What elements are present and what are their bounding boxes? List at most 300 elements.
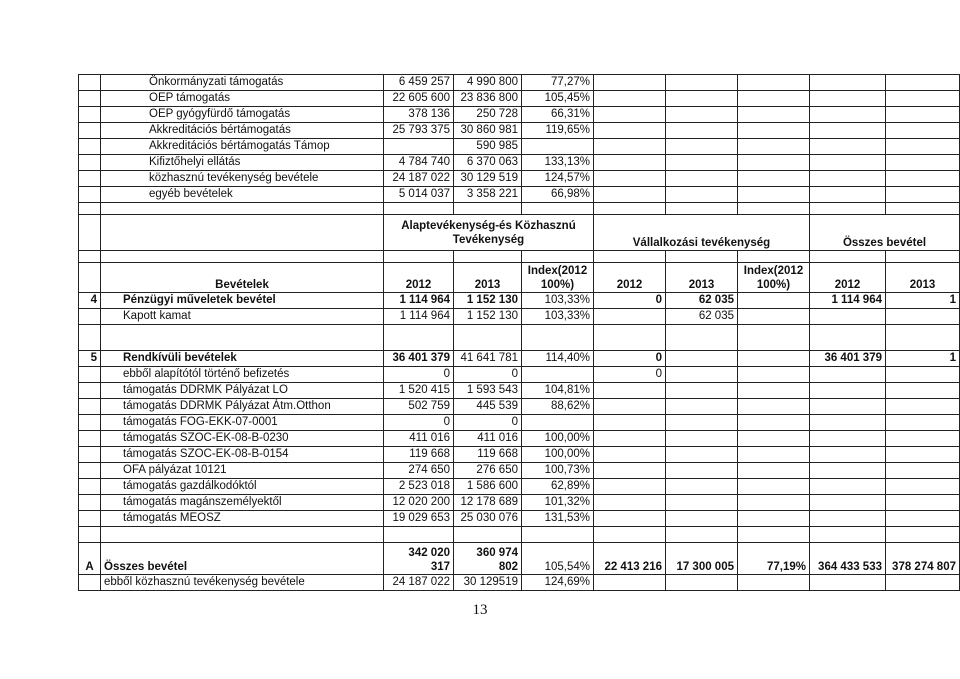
empty-cell [810,91,886,107]
index-value: 133,13% [522,155,594,171]
empty-cell [810,463,886,479]
empty-cell [810,187,886,203]
empty-cell [79,367,101,383]
page-number: 13 [472,602,488,618]
value-2013: 360 974 802 [454,543,522,575]
empty-cell [79,431,101,447]
table-row [79,139,960,155]
empty-cell [79,75,101,91]
table-row [79,495,960,511]
empty-cell [101,527,384,543]
empty-cell [738,75,810,91]
row-label: ebből alapítótól történő befizetés [101,367,384,383]
row-label: ebből közhasznú tevékenység bevétele [101,575,384,591]
row-label: támogatás MEOSZ [101,511,384,527]
value-2013: 119 668 [454,447,522,463]
table-row [79,75,960,91]
empty-cell [384,203,454,215]
value-2013: 0 [454,415,522,431]
empty-cell [738,383,810,399]
empty-cell [79,263,101,293]
empty-cell [79,107,101,123]
group-header-osszes: Összes bevétel [810,215,960,251]
table-row [79,91,960,107]
empty-cell [79,447,101,463]
value-2013: 1 152 130 [454,293,522,309]
table-row [79,309,960,325]
empty-cell [666,139,738,155]
value-2013: 411 016 [454,431,522,447]
empty-cell [666,511,738,527]
empty-cell [594,527,666,543]
value-2012 [594,447,666,463]
empty-cell [886,91,960,107]
value-2013: 17 300 005 [666,543,738,575]
value-2012: 24 187 022 [384,575,454,591]
empty-cell [594,75,666,91]
row-label: támogatás FOG-EKK-07-0001 [101,415,384,431]
empty-cell [79,187,101,203]
value-2013: 3 358 221 [454,187,522,203]
value-2012: 25 793 375 [384,123,454,139]
empty-cell [886,447,960,463]
row-label: támogatás DDRMK Pályázat LO [101,383,384,399]
empty-cell [594,91,666,107]
table-row [79,431,960,447]
empty-cell [79,171,101,187]
empty-cell [666,171,738,187]
empty-cell [666,479,738,495]
value-2013: 1 [886,351,960,367]
row-label: egyéb bevételek [101,187,384,203]
value-2013: 1 593 543 [454,383,522,399]
column-header-row [79,263,960,293]
row-label: OFA pályázat 10121 [101,463,384,479]
value-2012: 411 016 [384,431,454,447]
col-header-bevetelek: Bevételek [101,263,384,293]
value-2013: 25 030 076 [454,511,522,527]
empty-cell [101,251,384,263]
empty-cell [738,325,810,351]
empty-cell [886,75,960,91]
empty-cell [886,123,960,139]
col-header-2013: 2013 [886,263,960,293]
empty-cell [738,447,810,463]
empty-cell [886,399,960,415]
empty-cell [666,107,738,123]
table-row [79,171,960,187]
empty-cell [666,251,738,263]
empty-cell [79,511,101,527]
value-2013: 23 836 800 [454,91,522,107]
value-2012: 4 784 740 [384,155,454,171]
empty-cell [886,383,960,399]
empty-cell [666,91,738,107]
empty-cell [666,575,738,591]
empty-cell [810,447,886,463]
value-2013: 30 129 519 [454,171,522,187]
row-label: Pénzügyi műveletek bevétel [101,293,384,309]
empty-cell [886,527,960,543]
col-header-2012: 2012 [810,263,886,293]
empty-cell [79,203,101,215]
value-2013: 62 035 [666,293,738,309]
empty-cell [810,415,886,431]
col-header-2012: 2012 [384,263,454,293]
table-row [79,463,960,479]
index-value: 77,27% [522,75,594,91]
value-2012: 6 459 257 [384,75,454,91]
empty-cell [886,325,960,351]
row-label: közhasznú tevékenység bevétele [101,171,384,187]
table-row [79,107,960,123]
index-value [522,367,594,383]
row-label: támogatás SZOC-EK-08-B-0230 [101,431,384,447]
empty-cell [810,325,886,351]
empty-cell [886,171,960,187]
index-value: 100,00% [522,447,594,463]
revenue-table [78,74,960,591]
empty-cell [738,251,810,263]
empty-cell [886,415,960,431]
table-row [79,123,960,139]
value-2012 [594,415,666,431]
empty-cell [810,107,886,123]
empty-cell [886,495,960,511]
empty-cell [886,463,960,479]
empty-cell [666,383,738,399]
index-value: 119,65% [522,123,594,139]
empty-cell [810,203,886,215]
empty-cell [79,155,101,171]
value-2012: 36 401 379 [384,351,454,367]
total-row [79,543,960,575]
row-number: 5 [79,351,101,367]
empty-cell [886,187,960,203]
row-number: 4 [79,293,101,309]
index-value: 62,89% [522,479,594,495]
value-2012: 0 [384,367,454,383]
value-2013: 62 035 [666,309,738,325]
empty-cell [666,431,738,447]
empty-cell [79,399,101,415]
empty-cell [79,91,101,107]
empty-cell [738,139,810,155]
index-value: 131,53% [522,511,594,527]
empty-cell [594,325,666,351]
row-label: Összes bevétel [101,543,384,575]
index-value: 100,73% [522,463,594,479]
empty-cell [810,511,886,527]
empty-cell [594,155,666,171]
value-2012: 5 014 037 [384,187,454,203]
spacer-row [79,251,960,263]
empty-cell [886,367,960,383]
value-2012: 12 020 200 [384,495,454,511]
table-row [79,415,960,431]
row-label: Kapott kamat [101,309,384,325]
empty-cell [666,351,738,367]
table-row [79,351,960,367]
empty-cell [886,431,960,447]
value-2012 [594,383,666,399]
empty-cell [738,511,810,527]
empty-cell [810,75,886,91]
empty-cell [594,251,666,263]
empty-cell [886,479,960,495]
empty-cell [810,479,886,495]
empty-cell [454,527,522,543]
empty-cell [666,399,738,415]
empty-cell [810,575,886,591]
table-row [79,511,960,527]
value-2013: 41 641 781 [454,351,522,367]
value-2013: 1 [886,293,960,309]
row-label: Akkreditációs bértámogatás Támop [101,139,384,155]
value-2012 [594,479,666,495]
empty-cell [79,495,101,511]
empty-cell [666,415,738,431]
empty-cell [454,203,522,215]
col-header-2013: 2013 [454,263,522,293]
empty-cell [594,171,666,187]
value-2012 [594,495,666,511]
table-row [79,447,960,463]
index-value: 114,40% [522,351,594,367]
value-2012 [594,431,666,447]
empty-cell [738,203,810,215]
empty-cell [886,251,960,263]
empty-cell [594,187,666,203]
spacer-row [79,527,960,543]
index-value [522,415,594,431]
empty-cell [810,123,886,139]
empty-cell [666,75,738,91]
empty-cell [738,171,810,187]
empty-cell [738,155,810,171]
row-label: Rendkívüli bevételek [101,351,384,367]
empty-cell [886,203,960,215]
empty-cell [886,309,960,325]
spacer-row [79,203,960,215]
value-2012: 19 029 653 [384,511,454,527]
empty-cell [594,203,666,215]
table-row [79,575,960,591]
row-label: OEP gyógyfürdő támogatás [101,107,384,123]
empty-cell [522,527,594,543]
empty-cell [738,293,810,309]
value-2012: 36 401 379 [810,351,886,367]
col-header-2013: 2013 [666,263,738,293]
value-2012: 1 520 415 [384,383,454,399]
group-header-vallalkozasi: Vállalkozási tevékenység [594,215,810,251]
empty-cell [522,203,594,215]
value-2012: 0 [384,415,454,431]
empty-cell [594,107,666,123]
empty-cell [886,107,960,123]
value-2012: 0 [594,367,666,383]
empty-cell [79,325,101,351]
empty-cell [79,251,101,263]
empty-cell [738,123,810,139]
empty-cell [79,139,101,155]
index-value: 101,32% [522,495,594,511]
value-2013: 250 728 [454,107,522,123]
index-value: 105,54% [522,543,594,575]
empty-cell [594,309,666,325]
table-row [79,383,960,399]
row-label: támogatás gazdálkodóktól [101,479,384,495]
value-2013: 0 [454,367,522,383]
empty-cell [79,415,101,431]
empty-cell [738,575,810,591]
value-2012 [594,463,666,479]
row-label: OEP támogatás [101,91,384,107]
empty-cell [384,527,454,543]
empty-cell [810,309,886,325]
index-value: 88,62% [522,399,594,415]
empty-cell [454,325,522,351]
empty-cell [79,309,101,325]
empty-cell [738,367,810,383]
value-2013: 30 129519 [454,575,522,591]
empty-cell [666,527,738,543]
empty-cell [79,575,101,591]
index-value: 100,00% [522,431,594,447]
empty-cell [79,215,101,251]
row-label: Akkreditációs bértámogatás [101,123,384,139]
index-value [522,139,594,155]
empty-cell [738,399,810,415]
table-row [79,187,960,203]
value-2012: 364 433 533 [810,543,886,575]
value-2012: 502 759 [384,399,454,415]
empty-cell [738,351,810,367]
value-2012: 119 668 [384,447,454,463]
value-2012: 0 [594,351,666,367]
empty-cell [810,495,886,511]
empty-cell [810,431,886,447]
value-2012: 22 605 600 [384,91,454,107]
value-2013: 445 539 [454,399,522,415]
value-2012: 342 020 317 [384,543,454,575]
row-label: támogatás magánszemélyektől [101,495,384,511]
empty-cell [101,325,384,351]
index-value: 77,19% [738,543,810,575]
empty-cell [886,575,960,591]
value-2012: 274 650 [384,463,454,479]
value-2012: 24 187 022 [384,171,454,187]
value-2012: 1 114 964 [384,293,454,309]
value-2012: 0 [594,293,666,309]
empty-cell [738,309,810,325]
row-label: Kifiztőhelyi ellátás [101,155,384,171]
value-2013: 378 274 807 [886,543,960,575]
empty-cell [594,123,666,139]
value-2013: 6 370 063 [454,155,522,171]
table-row [79,399,960,415]
empty-cell [886,511,960,527]
value-2013: 1 152 130 [454,309,522,325]
empty-cell [810,527,886,543]
value-2013: 276 650 [454,463,522,479]
spacer-row [79,325,960,351]
empty-cell [384,325,454,351]
empty-cell [666,155,738,171]
empty-cell [810,139,886,155]
col-header-index: Index(2012 100%) [522,263,594,293]
empty-cell [810,399,886,415]
empty-cell [594,575,666,591]
empty-cell [79,383,101,399]
value-2012: 1 114 964 [384,309,454,325]
value-2013: 30 860 981 [454,123,522,139]
value-2012 [594,399,666,415]
index-value: 103,33% [522,293,594,309]
value-2012: 378 136 [384,107,454,123]
empty-cell [666,187,738,203]
index-value: 66,98% [522,187,594,203]
empty-cell [886,139,960,155]
empty-cell [666,325,738,351]
value-2013: 4 990 800 [454,75,522,91]
empty-cell [666,463,738,479]
value-2013: 590 985 [454,139,522,155]
row-code: A [79,543,101,575]
row-label: támogatás DDRMK Pályázat Átm.Otthon [101,399,384,415]
empty-cell [810,155,886,171]
empty-cell [738,527,810,543]
empty-cell [101,215,384,251]
empty-cell [79,463,101,479]
empty-cell [666,447,738,463]
empty-cell [810,383,886,399]
empty-cell [886,155,960,171]
table-row [79,293,960,309]
value-2012 [594,511,666,527]
index-value: 105,45% [522,91,594,107]
row-label: Önkormányzati támogatás [101,75,384,91]
value-2013: 12 178 689 [454,495,522,511]
empty-cell [522,325,594,351]
table-row [79,479,960,495]
group-header-row [79,215,960,251]
index-value: 104,81% [522,383,594,399]
empty-cell [738,463,810,479]
empty-cell [79,527,101,543]
value-2012 [384,139,454,155]
empty-cell [666,123,738,139]
table-row [79,367,960,383]
index-value: 124,57% [522,171,594,187]
value-2012: 2 523 018 [384,479,454,495]
col-header-index: Index(2012 100%) [738,263,810,293]
empty-cell [666,367,738,383]
table-row [79,155,960,171]
index-value: 66,31% [522,107,594,123]
value-2012: 1 114 964 [810,293,886,309]
empty-cell [810,367,886,383]
empty-cell [384,251,454,263]
value-2013: 1 586 600 [454,479,522,495]
empty-cell [79,479,101,495]
empty-cell [666,203,738,215]
empty-cell [522,251,594,263]
empty-cell [666,495,738,511]
empty-cell [810,251,886,263]
index-value: 124,69% [522,575,594,591]
empty-cell [79,123,101,139]
